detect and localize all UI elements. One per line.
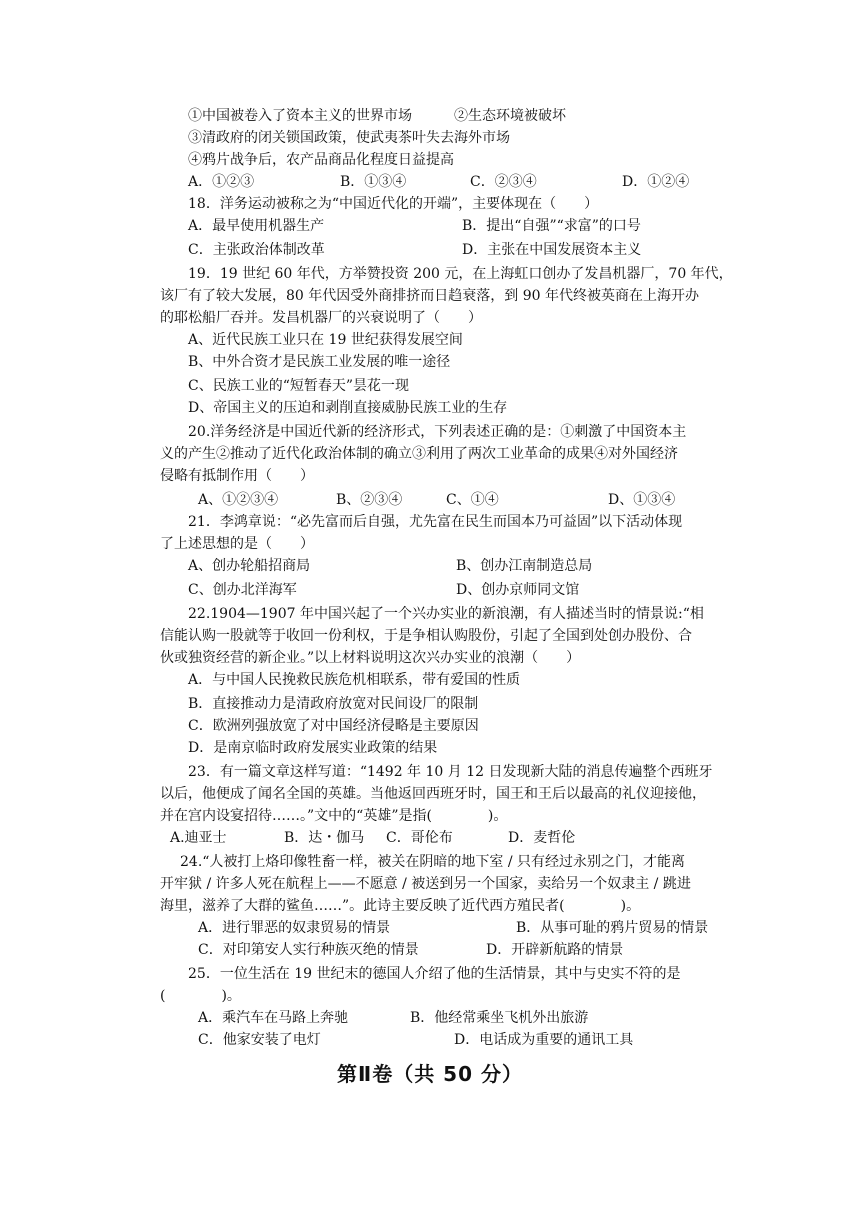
option-c: C、民族工业的“短暂春天”昙花一现 [188, 378, 410, 394]
option-b: B．从事可耻的鸦片贸易的情景 [516, 920, 709, 936]
option-c: C．②③④ [470, 174, 537, 190]
text-line: ③清政府的闭关锁国政策，使武夷茶叶失去海外市场 [188, 130, 510, 146]
option-b: B、②③④ [336, 492, 403, 508]
text-line: 海里，滋养了大群的鲨鱼……”。此诗主要反映了近代西方殖民者( )。 [160, 898, 641, 914]
text-line: 以后，他便成了闻名全国的英雄。当他返回西班牙时，国王和王后以最高的礼仪迎接他， [160, 786, 706, 802]
text-line: 信能认购一股就等于收回一份利权，于是争相认购股份，引起了全国到处创办股份、合 [160, 628, 692, 644]
option-d: D、帝国主义的压迫和剥削直接威胁民族工业的生存 [188, 400, 508, 416]
option-a: A、近代民族工业只在 19 世纪获得发展空间 [188, 332, 463, 348]
option-d: D、①③④ [608, 492, 676, 508]
section-title: 第Ⅱ卷（共 50 分） [337, 1062, 523, 1086]
option-c: C．主张政治体制改革 [188, 242, 325, 258]
text-line: 的耶松船厂吞并。发昌机器厂的兴衰说明了（ ） [160, 310, 482, 326]
option-a: A．与中国人民挽救民族危机相联系，带有爱国的性质 [188, 672, 521, 688]
option-b: B．他经常乘坐飞机外出旅游 [410, 1010, 589, 1026]
question-22: 22.1904—1907 年中国兴起了一个兴办实业的新浪潮，有人描述当时的情景说:“相 [188, 606, 704, 622]
option-c: C．哥伦布 [386, 830, 453, 846]
option-c: C．他家安装了电灯 [198, 1032, 321, 1048]
question-19: 19．19 世纪 60 年代，方举赞投资 200 元，在上海虹口创办了发昌机器厂，70 年代， [188, 266, 733, 282]
text-line: 义的产生②推动了近代化政治体制的确立③利用了两次工业革命的成果④对外国经济 [160, 446, 678, 462]
text-line: 并在宫内设宴招待……。”文中的“英雄”是指( )。 [160, 808, 508, 824]
option-a: A．最早使用机器生产 [188, 218, 325, 234]
option-d: D．开辟新航路的情景 [486, 942, 624, 958]
text-line: ①中国被卷入了资本主义的世界市场 ②生态环境被破坏 [188, 108, 566, 124]
option-a: A．乘汽车在马路上奔驰 [198, 1010, 349, 1026]
text-line: ④鸦片战争后，农产品商品化程度日益提高 [188, 152, 454, 168]
option-b: B．达・伽马 [284, 830, 365, 846]
question-18: 18．洋务运动被称之为“中国近代化的开端”，主要体现在（ ） [188, 196, 599, 212]
text-line: 了上述思想的是（ ） [160, 536, 314, 552]
option-d: D、创办京师同文馆 [456, 582, 580, 598]
option-d: D．是南京临时政府发展实业政策的结果 [188, 740, 438, 756]
option-c: C．对印第安人实行种族灭绝的情景 [198, 942, 419, 958]
option-b: B、创办江南制造总局 [456, 558, 593, 574]
option-c: C、①④ [446, 492, 499, 508]
option-a: A．①②③ [188, 174, 255, 190]
option-d: D．麦哲伦 [508, 830, 576, 846]
option-c: C、创办北洋海军 [188, 582, 297, 598]
option-d: D．电话成为重要的通讯工具 [454, 1032, 634, 1048]
option-b: B．提出“自强”“求富”的口号 [462, 218, 641, 234]
option-b: B．①③④ [340, 174, 407, 190]
question-23: 23．有一篇文章这样写道：“1492 年 10 月 12 日发现新大陆的消息传遍整个西班牙 [188, 764, 713, 780]
option-b: B．直接推动力是清政府放宽对民间设厂的限制 [188, 696, 479, 712]
text-line: 伙或独资经营的新企业。”以上材料说明这次兴办实业的浪潮（ ） [160, 650, 581, 666]
question-25: 25．一位生活在 19 世纪末的德国人介绍了他的生活情景，其中与史实不符的是 [188, 966, 681, 982]
option-a: A、①②③④ [198, 492, 279, 508]
text-line: 侵略有抵制作用（ ） [160, 468, 314, 484]
text-line: 该厂有了较大发展，80 年代因受外商排挤而日趋衰落，到 90 年代终被英商在上海开办 [160, 288, 699, 304]
question-24: 24.“人被打上烙印像牲畜一样，被关在阴暗的地下室 / 只有经过永别之门，才能离 [180, 854, 686, 870]
text-line: ( )。 [160, 988, 241, 1004]
question-20: 20.洋务经济是中国近代新的经济形式，下列表述正确的是：①刺激了中国资本主 [188, 424, 687, 440]
option-d: D．①②④ [622, 174, 690, 190]
option-c: C．欧洲列强放宽了对中国经济侵略是主要原因 [188, 718, 479, 734]
option-d: D．主张在中国发展资本主义 [462, 242, 642, 258]
option-a: A.迪亚士 [170, 830, 227, 846]
text-line: 开牢狱 / 许多人死在航程上——不愿意 / 被送到另一个国家，卖给另一个奴隶主 / 跳进 [160, 876, 691, 892]
option-a: A．进行罪恶的奴隶贸易的情景 [198, 920, 391, 936]
option-a: A、创办轮船招商局 [188, 558, 311, 574]
question-21: 21．李鸿章说：“必先富而后自强，尤先富在民生而国本乃可益固”以下活动体现 [188, 514, 683, 530]
option-b: B、中外合资才是民族工业发展的唯一途径 [188, 354, 451, 370]
